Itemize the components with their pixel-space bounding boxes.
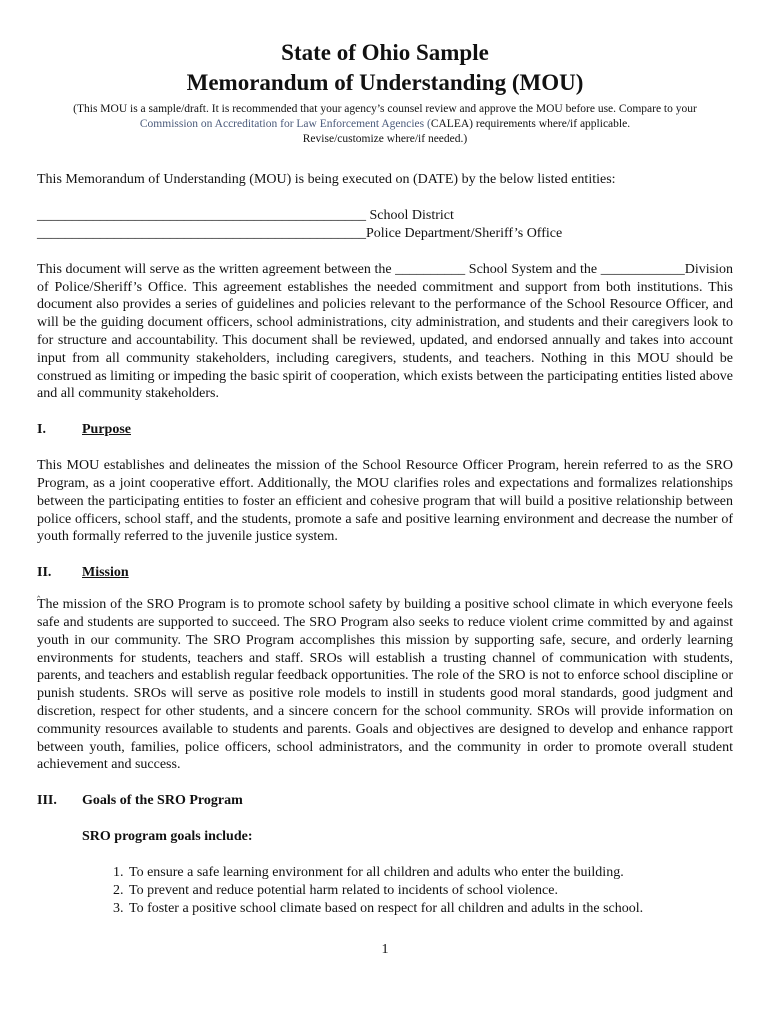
mission-paragraph: The mission of the SRO Program is to promote school safety by building a positive school climate in which everyone feels safe and students are supported to succeed. The SRO Program also seeks to reduce violent crime committed by and against youth in our community. The SRO Program accomplishes this mission by supporting safe, secure, and orderly learning environments for students, teachers and staff. SROs will establish a trusting channel of communication with students, parents, and teachers and establish regular feedback opportunities. The role of the SRO is not to enforce school discipline or punish students. SROs will serve as positive role models to instill in students good moral standards, good judgment and discretion, respect for other students, and a sincere concern for the school community. SROs will provide information on community resources available to students and parents. Goals and objectives are designed to develop and enhance rapport between youth, families, police officers, school administrators, and the community in order to promote overall student achievement and success.: [37, 597, 733, 773]
goals-subheading: SRO program goals include:: [82, 829, 253, 845]
section-number: I.: [37, 422, 46, 438]
entity-police-department: _______________________________________________Police Department/Sheriff’s Office: [37, 225, 563, 241]
draft-note: [37, 102, 733, 147]
section-heading-goals: [37, 792, 733, 810]
list-item: 1. To ensure a safe learning environment for all children and adults who enter the building.: [127, 864, 733, 882]
note-line-3: Revise/customize where/if needed.): [302, 133, 468, 145]
section-title: Purpose: [82, 422, 131, 438]
purpose-paragraph: This MOU establishes and delineates the mission of the School Resource Officer Program, herein referred to as the SRO Program, as a joint cooperative effort. Additionally, the MOU clarifies roles and expectations and formalizes relationships between the participating entities to foster an efficient and cohesive program that will build a positive relationship between police officers, school staff, and the students, promote a safe and positive learning environment and decrease the number of youth formally referred to the juvenile justice system.: [37, 458, 733, 545]
entities-list: [37, 207, 733, 243]
note-line-2-blue: Commission on Accreditation for Law Enforcement Agencies (: [139, 118, 431, 130]
text-cursor-mark: ‸: [37, 587, 41, 599]
section-title: Mission: [82, 565, 129, 581]
section-number: II.: [37, 565, 52, 581]
page-number: 1: [381, 942, 389, 957]
entity-school-district: _______________________________________________ School District: [37, 207, 454, 223]
section-heading-purpose: [37, 421, 733, 439]
list-item: 2. To prevent and reduce potential harm related to incidents of school violence.: [127, 882, 733, 900]
document-title: [37, 38, 733, 98]
title-line-2: Memorandum of Understanding (MOU): [186, 70, 584, 95]
document-page: [37, 38, 733, 918]
agreement-paragraph: This document will serve as the written agreement between the __________ School System and the ____________Division of Police/Sheriff’s Office. This agreement establishes the needed commitment and support from both institutions. This document also provides a series of guidelines and policies relevant to the performance of the School Resource Officer, and will be the guiding document officers, school administrations, city administration, and students and their caregivers look to for structure and accountability. This document shall be reviewed, updated, and endorsed annually and takes into account input from all community stakeholders, including caregivers, students, and teachers. Nothing in this MOU should be construed as limiting or impeding the basic spirit of cooperation, which exists between the participating entities listed above and all community stakeholders.: [37, 261, 733, 402]
section-title: Goals of the SRO Program: [82, 793, 243, 809]
list-item: 3. To foster a positive school climate based on respect for all children and adults in the school.: [127, 900, 733, 918]
goals-list: [37, 864, 733, 918]
intro-paragraph: This Memorandum of Understanding (MOU) is being executed on (DATE) by the below listed entities:: [37, 172, 616, 187]
title-line-1: State of Ohio Sample: [281, 40, 489, 65]
section-heading-mission: [37, 564, 733, 582]
note-line-2-rest: CALEA) requirements where/if applicable.: [430, 118, 631, 130]
section-number: III.: [37, 793, 57, 809]
note-line-1: (This MOU is a sample/draft. It is recommended that your agency’s counsel review and approve the MOU before use. Compare to your: [73, 103, 697, 115]
